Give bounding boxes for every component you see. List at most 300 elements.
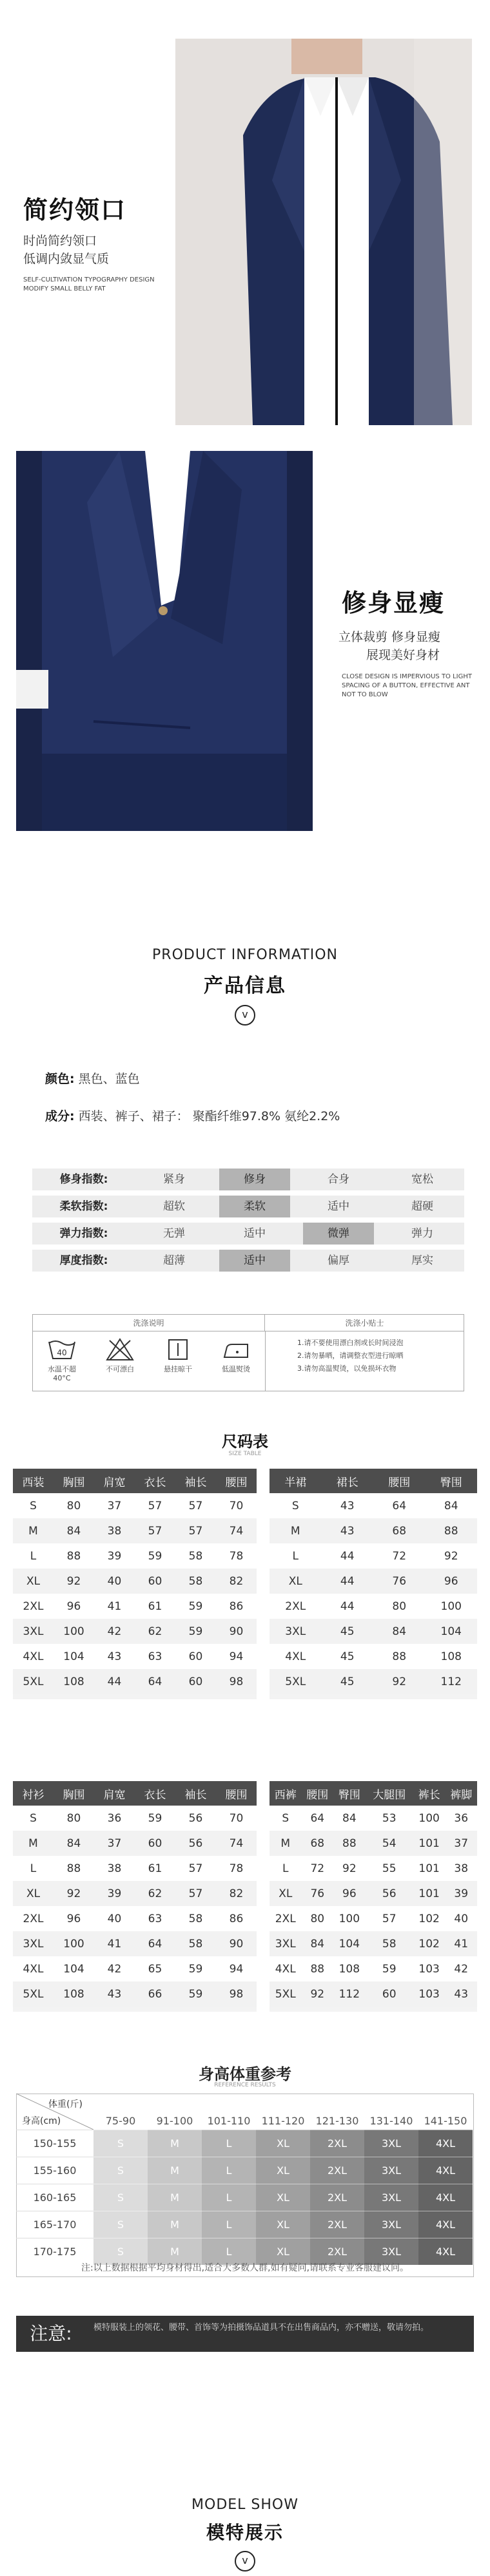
table-cell: 57 (366, 1906, 413, 1931)
table-cell: 88 (54, 1856, 94, 1881)
size-cell: S (93, 2238, 148, 2265)
column-header: 腰围 (302, 1781, 334, 1806)
size-cell: S (93, 2211, 148, 2238)
table-cell: 59 (175, 1594, 216, 1619)
table-row (13, 1981, 257, 2007)
size-cell: 3XL (364, 2157, 418, 2184)
table-cell: 58 (175, 1543, 216, 1569)
hang-dry-icon (164, 1338, 192, 1361)
size-cell: 4XL (418, 2130, 473, 2157)
table-cell: 58 (175, 1931, 216, 1956)
table-cell: 86 (216, 1906, 257, 1931)
table-cell: 80 (373, 1594, 426, 1619)
table-row (13, 1493, 257, 1518)
table-cell: 102 (413, 1906, 446, 1931)
index-option: 宽松 (411, 1173, 433, 1186)
table-cell: 64 (302, 1806, 334, 1831)
table-cell: 88 (426, 1518, 478, 1543)
table-cell: 104 (426, 1619, 478, 1644)
table-cell: M (270, 1518, 322, 1543)
table-cell: L (13, 1543, 54, 1569)
table-cell: S (13, 1806, 54, 1831)
table-cell: S (13, 1493, 54, 1518)
table-cell: 57 (175, 1518, 216, 1543)
model-show-title-cn: 模特展示 (206, 2522, 284, 2543)
table-cell: 62 (135, 1619, 175, 1644)
table-cell: 72 (302, 1856, 334, 1881)
table-cell: 43 (445, 1981, 477, 2007)
iron-low-cell (213, 1338, 259, 1374)
shirt-size-table (13, 1781, 257, 2007)
table-cell: 37 (94, 1831, 135, 1856)
table-cell: 58 (175, 1906, 216, 1931)
table-cell: 108 (333, 1956, 366, 1981)
table-cell: 59 (175, 1619, 216, 1644)
table-row (270, 1619, 477, 1644)
column-header: 肩宽 (94, 1469, 135, 1493)
height-label: 170-175 (16, 2238, 93, 2265)
height-label: 160-165 (16, 2184, 93, 2211)
table-cell: M (13, 1831, 54, 1856)
table-cell: 44 (322, 1569, 374, 1594)
table-cell: 98 (216, 1981, 257, 2007)
index-option: 超硬 (411, 1200, 433, 1213)
no-bleach-caption: 不可漂白 (106, 1365, 134, 1373)
column-header: 腰围 (373, 1469, 426, 1493)
table-cell: XL (13, 1569, 54, 1594)
color-line (45, 1069, 140, 1087)
column-header: 裤长 (413, 1781, 446, 1806)
index-row (32, 1250, 464, 1272)
table-cell: 101 (413, 1856, 446, 1881)
size-cell: 3XL (364, 2211, 418, 2238)
table-cell: L (270, 1543, 322, 1569)
column-header: 大腿围 (366, 1781, 413, 1806)
notice-bar (16, 2316, 474, 2352)
product-info-title-cn: 产品信息 (204, 975, 286, 997)
weight-header: 131-140 (369, 2114, 413, 2127)
care-tips (297, 1337, 404, 1375)
column-header: 西裤 (270, 1781, 302, 1806)
wash-40-cell (39, 1338, 84, 1382)
collar-photo (175, 39, 472, 425)
table-row (16, 2184, 473, 2211)
table-row (270, 1906, 477, 1931)
table-cell: 100 (54, 1931, 94, 1956)
index-label: 柔软指数: (59, 1200, 108, 1213)
weight-header: 101-110 (207, 2114, 251, 2127)
table-cell: 112 (333, 1981, 366, 2007)
table-row (13, 1669, 257, 1694)
table-cell: 82 (216, 1569, 257, 1594)
table-cell: 88 (373, 1644, 426, 1669)
table-row (13, 1594, 257, 1619)
table-row (270, 1881, 477, 1906)
index-option: 偏厚 (328, 1254, 349, 1267)
size-cell: 2XL (310, 2238, 364, 2265)
feature1-sub-2: 低调内敛显气质 (23, 252, 110, 266)
table-row (270, 1569, 477, 1594)
column-header: 袖长 (175, 1469, 216, 1493)
column-header: 臀围 (426, 1469, 478, 1493)
table-cell: 92 (54, 1881, 94, 1906)
suit-size-table (13, 1469, 257, 1694)
table-cell: 68 (373, 1518, 426, 1543)
column-header: 西装 (13, 1469, 54, 1493)
table-cell: 88 (302, 1956, 334, 1981)
table-cell: 3XL (270, 1931, 302, 1956)
table-cell: 103 (413, 1956, 446, 1981)
table-cell: 2XL (270, 1594, 322, 1619)
table-cell: 64 (135, 1931, 175, 1956)
table-cell: 64 (373, 1493, 426, 1518)
table-row (270, 1669, 477, 1694)
size-cell: 3XL (364, 2130, 418, 2157)
table-row (270, 1644, 477, 1669)
size-cell: M (148, 2211, 202, 2238)
table-cell: 59 (135, 1543, 175, 1569)
table-cell: 82 (216, 1881, 257, 1906)
table-row (13, 1518, 257, 1543)
table-cell: 76 (302, 1881, 334, 1906)
index-option: 适中 (328, 1200, 349, 1213)
weight-header: 91-100 (156, 2114, 193, 2127)
table-cell: 38 (94, 1518, 135, 1543)
table-cell: 59 (366, 1956, 413, 1981)
material-value: 西装、裤子、裙子： 聚酯纤维97.8% 氨纶2.2% (78, 1109, 340, 1123)
index-option: 厚实 (411, 1254, 433, 1267)
table-cell: 66 (135, 1981, 175, 2007)
table-cell: 2XL (270, 1906, 302, 1931)
care-tip-3: 3.请勿高温熨烫，以免损坏衣物 (297, 1364, 397, 1373)
table-cell: 39 (445, 1881, 477, 1906)
table-cell: 78 (216, 1856, 257, 1881)
column-header: 半裙 (270, 1469, 322, 1493)
table-cell: M (13, 1518, 54, 1543)
size-cell: 2XL (310, 2211, 364, 2238)
material-line (45, 1107, 340, 1124)
index-option: 合身 (328, 1173, 349, 1186)
table-cell: XL (270, 1569, 322, 1594)
table-cell: 88 (54, 1543, 94, 1569)
table-row (13, 1856, 257, 1881)
table-cell: 60 (366, 1981, 413, 2007)
height-weight-title-en: REFERENCE RESULTS (214, 2082, 276, 2088)
index-option: 适中 (244, 1227, 266, 1240)
weight-header: 111-120 (261, 2114, 305, 2127)
size-cell: M (148, 2157, 202, 2184)
column-header: 腰围 (216, 1469, 257, 1493)
table-row (13, 1906, 257, 1931)
corner-weight-label: 体重(斤) (48, 2099, 83, 2110)
iron-low-icon (222, 1338, 250, 1361)
care-header-left: 洗涤说明 (33, 1315, 265, 1331)
size-cell: 3XL (364, 2184, 418, 2211)
feature2-en-1: CLOSE DESIGN IS IMPERVIOUS TO LIGHT (342, 673, 473, 680)
table-cell: 58 (366, 1931, 413, 1956)
table-cell: 44 (94, 1669, 135, 1694)
size-cell: 4XL (418, 2184, 473, 2211)
table-cell: 70 (216, 1806, 257, 1831)
table-cell: 5XL (13, 1981, 54, 2007)
table-cell: 40 (94, 1906, 135, 1931)
color-label: 颜色: (45, 1072, 75, 1086)
table-cell: 56 (175, 1831, 216, 1856)
index-option-selected: 修身 (219, 1169, 290, 1190)
table-cell: 45 (322, 1669, 374, 1694)
table-cell: XL (270, 1881, 302, 1906)
chevron-down-icon: v (235, 2551, 255, 2571)
corner-height-label: 身高(cm) (22, 2116, 61, 2126)
table-cell: 65 (135, 1956, 175, 1981)
table-cell: 80 (302, 1906, 334, 1931)
column-header: 肩宽 (94, 1781, 135, 1806)
table-cell: 62 (135, 1881, 175, 1906)
slim-fit-photo (16, 451, 313, 831)
table-cell: 78 (216, 1543, 257, 1569)
table-cell: 55 (366, 1856, 413, 1881)
size-cell: M (148, 2238, 202, 2265)
size-cell: 4XL (418, 2211, 473, 2238)
iron-low-caption: 低温熨烫 (222, 1365, 250, 1373)
size-cell: XL (256, 2130, 310, 2157)
index-label: 弹力指数: (59, 1227, 108, 1240)
product-info-title-en: PRODUCT INFORMATION (152, 947, 338, 963)
height-weight-title: 身高体重参考 (199, 2065, 291, 2083)
table-cell: 60 (135, 1831, 175, 1856)
table-row (16, 2211, 473, 2238)
table-cell: 56 (366, 1881, 413, 1906)
table-row (270, 1518, 477, 1543)
table-cell: 76 (373, 1569, 426, 1594)
table-row (13, 1931, 257, 1956)
table-cell: 61 (135, 1856, 175, 1881)
table-cell: 63 (135, 1906, 175, 1931)
index-label: 修身指数: (59, 1173, 108, 1186)
table-row (270, 1493, 477, 1518)
size-cell: XL (256, 2157, 310, 2184)
column-header: 衬衫 (13, 1781, 54, 1806)
size-cell: L (202, 2157, 256, 2184)
table-cell: 84 (333, 1806, 366, 1831)
table-cell: 96 (426, 1569, 478, 1594)
table-row (13, 1619, 257, 1644)
table-cell: 3XL (13, 1931, 54, 1956)
table-cell: 92 (333, 1856, 366, 1881)
table-cell: 100 (333, 1906, 366, 1931)
table-row (270, 1931, 477, 1956)
size-chart-title-en: SIZE TABLE (228, 1451, 262, 1457)
size-cell: 2XL (310, 2130, 364, 2157)
size-cell: 2XL (310, 2157, 364, 2184)
table-cell: M (270, 1831, 302, 1856)
index-option-selected: 适中 (219, 1250, 290, 1272)
weight-header: 75-90 (105, 2114, 136, 2127)
table-cell: 72 (373, 1543, 426, 1569)
table-cell: 57 (135, 1518, 175, 1543)
material-label: 成分: (45, 1109, 75, 1123)
size-cell: L (202, 2238, 256, 2265)
table-cell: 5XL (270, 1669, 322, 1694)
size-cell: 4XL (418, 2238, 473, 2265)
table-cell: 4XL (13, 1644, 54, 1669)
feature2-en-2: SPACING OF A BUTTON, EFFECTIVE ANT (342, 682, 470, 689)
size-cell: M (148, 2184, 202, 2211)
table-cell: S (270, 1806, 302, 1831)
feature2-sub-2: 展现美好身材 (366, 648, 440, 662)
table-cell: 84 (54, 1518, 94, 1543)
table-cell: 41 (445, 1931, 477, 1956)
size-cell: XL (256, 2211, 310, 2238)
table-cell: 53 (366, 1806, 413, 1831)
table-cell: 41 (94, 1931, 135, 1956)
table-cell: 40 (94, 1569, 135, 1594)
table-cell: 45 (322, 1619, 374, 1644)
table-cell: 60 (175, 1669, 216, 1694)
height-label: 150-155 (16, 2130, 93, 2157)
table-cell: 92 (373, 1669, 426, 1694)
care-header-right: 洗涤小贴士 (265, 1315, 464, 1331)
table-cell: 2XL (13, 1594, 54, 1619)
wash-40-caption: 水温不超40°C (48, 1365, 76, 1382)
table-row (270, 1981, 477, 2007)
table-cell: 37 (94, 1493, 135, 1518)
feature2-sub-1: 立体裁剪 修身显瘦 (338, 630, 441, 644)
table-row (13, 1543, 257, 1569)
size-cell: S (93, 2184, 148, 2211)
column-header: 袖长 (175, 1781, 216, 1806)
table-row (270, 1594, 477, 1619)
table-cell: 58 (175, 1569, 216, 1594)
table-cell: 96 (54, 1594, 94, 1619)
index-option: 无弹 (163, 1227, 185, 1240)
table-row (13, 1644, 257, 1669)
table-cell: 103 (413, 1981, 446, 2007)
weight-header: 141-150 (424, 2114, 467, 2127)
column-header: 裙长 (322, 1469, 374, 1493)
table-cell: 86 (216, 1594, 257, 1619)
feature2-en-3: NOT TO BLOW (342, 691, 388, 698)
table-cell: 92 (426, 1543, 478, 1569)
notice-label: 注意: (30, 2323, 72, 2344)
table-cell: 68 (302, 1831, 334, 1856)
table-cell: 3XL (270, 1619, 322, 1644)
table-cell: 100 (54, 1619, 94, 1644)
index-option: 弹力 (411, 1227, 433, 1240)
table-cell: 5XL (270, 1981, 302, 2007)
size-cell: L (202, 2211, 256, 2238)
table-cell: 2XL (13, 1906, 54, 1931)
size-cell: S (93, 2130, 148, 2157)
feature1-en-1: SELF-CULTIVATION TYPOGRAPHY DESIGN (23, 276, 155, 283)
no-bleach-cell (97, 1338, 142, 1374)
pants-size-table (270, 1781, 477, 2007)
table-row (270, 1831, 477, 1856)
index-option-selected: 微弹 (303, 1223, 374, 1245)
index-row (32, 1169, 464, 1190)
size-cell: 4XL (418, 2157, 473, 2184)
table-row (13, 1806, 257, 1831)
size-chart-title: 尺码表 (222, 1433, 268, 1451)
size-cell: 2XL (310, 2184, 364, 2211)
table-cell: 84 (54, 1831, 94, 1856)
table-cell: 60 (175, 1644, 216, 1669)
column-header: 衣长 (135, 1469, 175, 1493)
table-cell: 84 (373, 1619, 426, 1644)
table-cell: 56 (175, 1806, 216, 1831)
feature1-sub-1: 时尚简约领口 (23, 234, 97, 248)
skirt-size-table (270, 1469, 477, 1694)
table-cell: 59 (175, 1981, 216, 2007)
size-cell: XL (256, 2238, 310, 2265)
table-cell: 104 (333, 1931, 366, 1956)
column-header: 胸围 (54, 1469, 94, 1493)
table-cell: 84 (426, 1493, 478, 1518)
column-header: 腰围 (216, 1781, 257, 1806)
table-cell: 42 (94, 1619, 135, 1644)
table-cell: 63 (135, 1644, 175, 1669)
weight-header: 121-130 (315, 2114, 359, 2127)
table-cell: 44 (322, 1543, 374, 1569)
table-cell: 57 (175, 1881, 216, 1906)
svg-text:40: 40 (57, 1348, 67, 1357)
table-cell: 80 (54, 1493, 94, 1518)
table-row (270, 1856, 477, 1881)
height-label: 165-170 (16, 2211, 93, 2238)
color-value: 黑色、蓝色 (78, 1072, 140, 1086)
table-row (16, 2130, 473, 2157)
table-cell: L (270, 1856, 302, 1881)
index-option: 超软 (163, 1200, 185, 1213)
table-cell: 98 (216, 1669, 257, 1694)
index-row (32, 1223, 464, 1245)
care-tip-1: 1.请不要使用漂白剂或长时间浸泡 (297, 1339, 404, 1347)
table-cell: 60 (135, 1569, 175, 1594)
table-cell: 94 (216, 1956, 257, 1981)
table-row (13, 1881, 257, 1906)
table-cell: 61 (135, 1594, 175, 1619)
table-cell: 38 (94, 1856, 135, 1881)
table-cell: 88 (333, 1831, 366, 1856)
table-row (16, 2157, 473, 2184)
table-cell: 59 (135, 1806, 175, 1831)
table-cell: 84 (302, 1931, 334, 1956)
care-tip-2: 2.请勿暴晒，请调整衣型进行晾晒 (297, 1351, 404, 1360)
column-header: 胸围 (54, 1781, 94, 1806)
table-cell: 4XL (270, 1644, 322, 1669)
size-cell: M (148, 2130, 202, 2157)
table-cell: 37 (445, 1831, 477, 1856)
table-row (13, 1956, 257, 1981)
table-cell: 54 (366, 1831, 413, 1856)
table-row (270, 1543, 477, 1569)
table-cell: 100 (426, 1594, 478, 1619)
table-cell: 45 (322, 1644, 374, 1669)
table-cell: 96 (54, 1906, 94, 1931)
table-cell: 59 (175, 1956, 216, 1981)
index-label: 厚度指数: (59, 1254, 108, 1267)
hang-dry-cell (155, 1338, 201, 1374)
hang-dry-caption: 悬挂晾干 (164, 1365, 192, 1373)
table-cell: 104 (54, 1644, 94, 1669)
size-cell: 3XL (364, 2238, 418, 2265)
table-row (13, 1569, 257, 1594)
table-cell: 96 (333, 1881, 366, 1906)
table-cell: 43 (322, 1518, 374, 1543)
wash-40-icon (48, 1338, 76, 1361)
model-show-title-en: MODEL SHOW (191, 2497, 299, 2513)
table-cell: 4XL (270, 1956, 302, 1981)
